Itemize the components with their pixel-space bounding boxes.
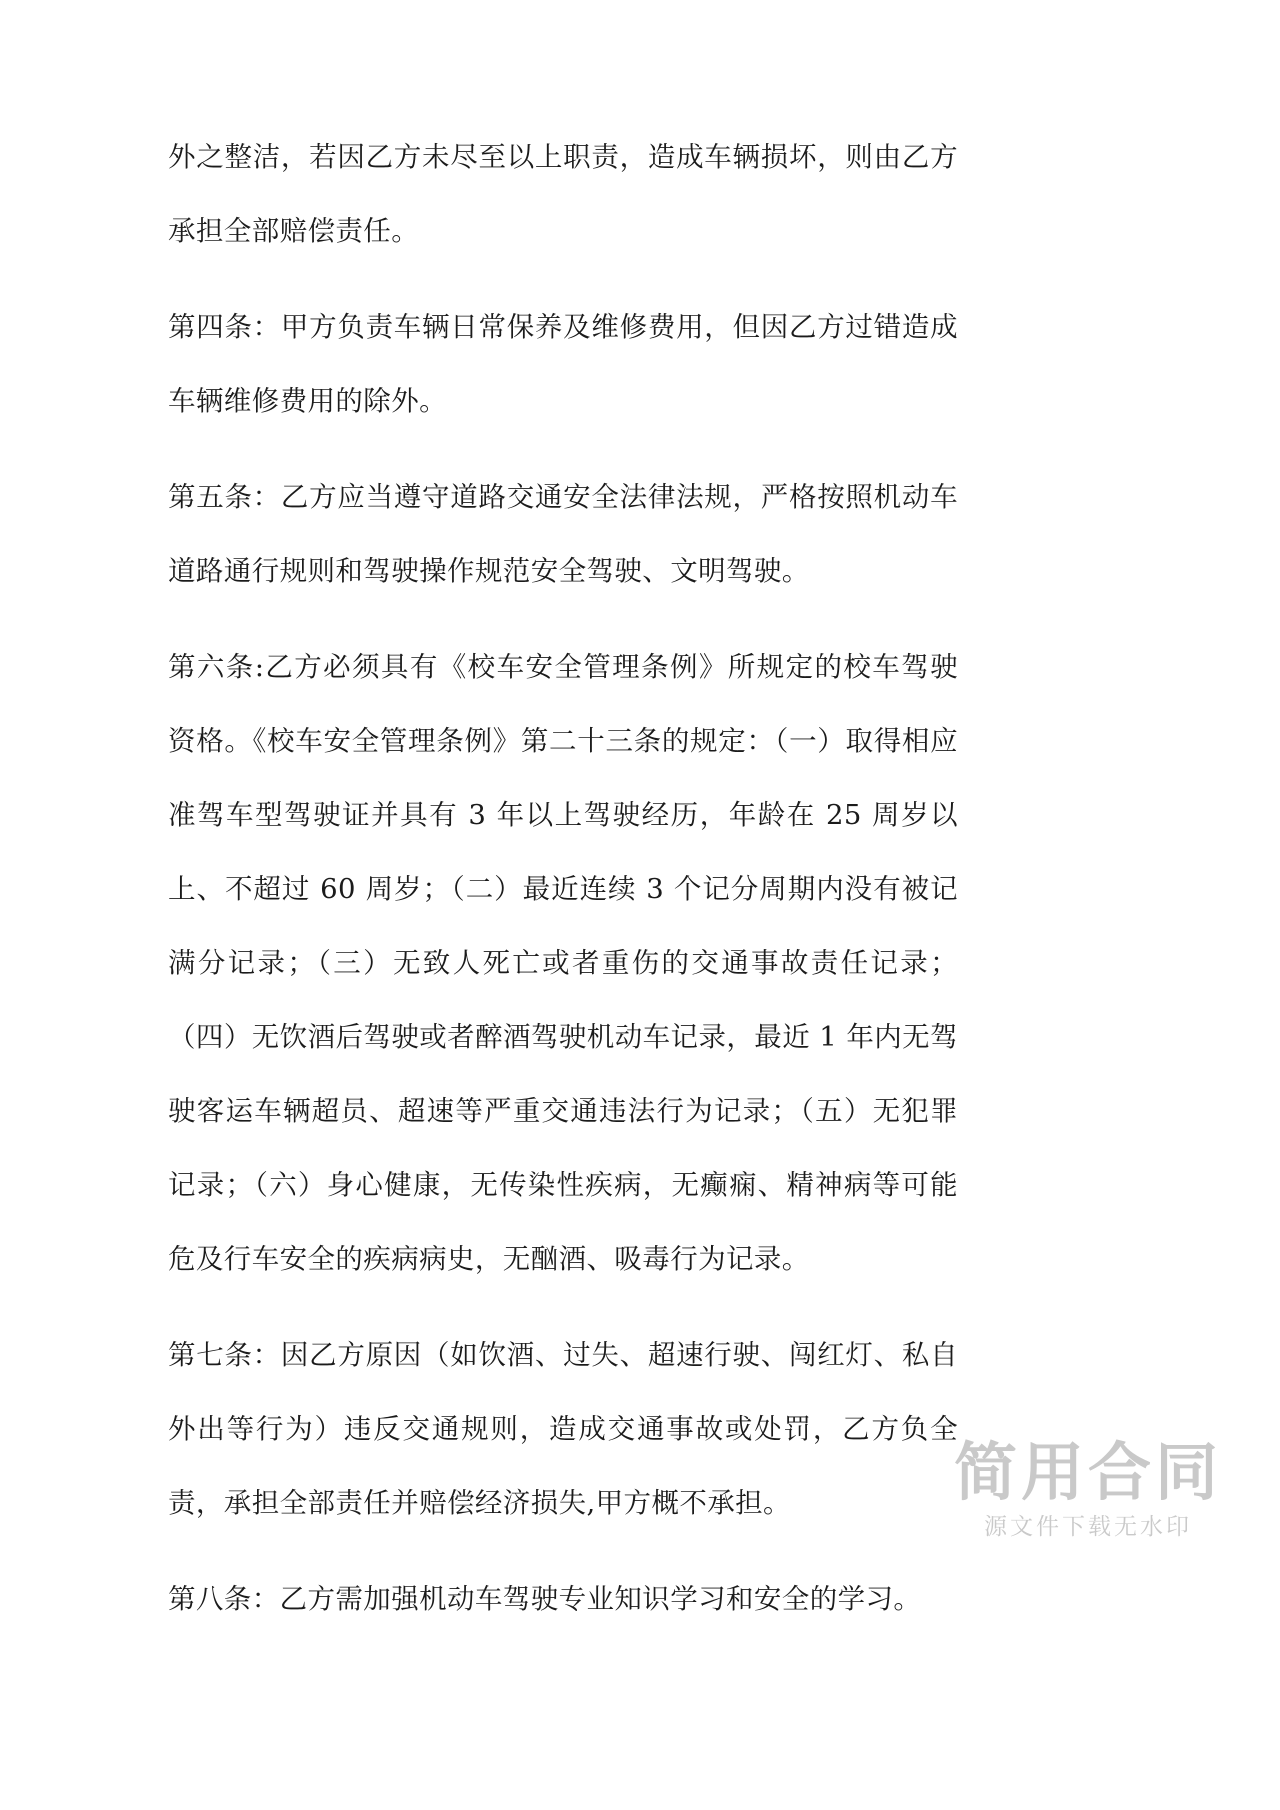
- document-body: [168, 120, 958, 1636]
- paragraph-article-6: 第六条:乙方必须具有《校车安全管理条例》所规定的校车驾驶资格。《校车安全管理条例》第二十三条的规定：（一）取得相应准驾车型驾驶证并具有 3 年以上驾驶经历，年龄在 25 周岁以上、不超过 60 周岁；（二）最近连续 3 个记分周期内没有被记满分记录；（三）无致人死亡或者重伤的交通事故责任记录；（四）无饮酒后驾驶或者醉酒驾驶机动车记录，最近 1 年内无驾驶客运车辆超员、超速等严重交通违法行为记录；（五）无犯罪记录；（六）身心健康，无传染性疾病，无癫痫、精神病等可能危及行车安全的疾病病史，无酗酒、吸毒行为记录。: [168, 651, 958, 1275]
- paragraph-article-4: 第四条：甲方负责车辆日常保养及维修费用，但因乙方过错造成车辆维修费用的除外。: [168, 311, 958, 417]
- paragraph-article-8: 第八条：乙方需加强机动车驾驶专业知识学习和安全的学习。: [168, 1583, 922, 1615]
- watermark-tagline: 源文件下载无水印: [984, 1514, 1192, 1541]
- watermark-brand: 简用合同: [954, 1436, 1222, 1510]
- watermark: [954, 1436, 1222, 1542]
- paragraph-article-5: 第五条：乙方应当遵守道路交通安全法律法规，严格按照机动车道路通行规则和驾驶操作规范安全驾驶、文明驾驶。: [168, 481, 958, 587]
- paragraph-continuation: 外之整洁，若因乙方未尽至以上职责，造成车辆损坏，则由乙方承担全部赔偿责任。: [168, 141, 958, 247]
- paragraph-article-7: 第七条：因乙方原因（如饮酒、过失、超速行驶、闯红灯、私自外出等行为）违反交通规则，造成交通事故或处罚，乙方负全责，承担全部责任并赔偿经济损失,甲方概不承担。: [168, 1339, 958, 1519]
